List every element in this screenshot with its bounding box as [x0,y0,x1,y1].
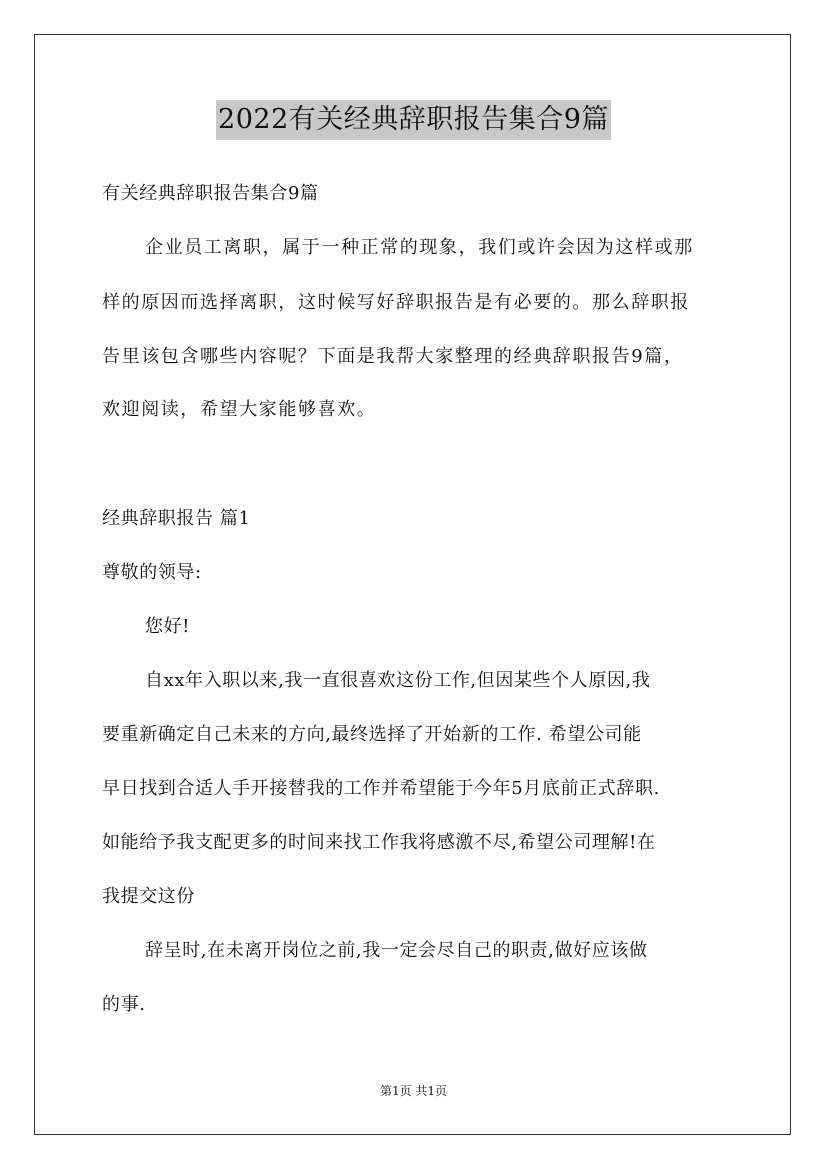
title-container [0,100,827,140]
body-line: 早日找到合适人手开接替我的工作并希望能于今年5月底前正式辞职. [102,778,660,799]
salutation: 尊敬的领导: [102,562,202,583]
section-heading: 经典辞职报告 篇1 [102,508,251,529]
greeting: 您好! [145,616,191,637]
closing-line: 的事. [102,994,146,1015]
body-line: 要重新确定自己未来的方向,最终选择了开始新的工作. 希望公司能 [102,724,642,745]
body-line: 我提交这份 [102,886,195,907]
body-line: 自xx年入职以来,我一直很喜欢这份工作,但因某些个人原因,我 [145,670,651,691]
intro-line: 企业员工离职，属于一种正常的现象，我们或许会因为这样或那 [145,237,694,258]
body-line: 如能给予我支配更多的时间来找工作我将感激不尽,希望公司理解!在 [102,832,656,853]
closing-line: 辞呈时,在未离开岗位之前,我一定会尽自己的职责,做好应该做 [145,940,648,961]
intro-line: 欢迎阅读，希望大家能够喜欢。 [102,399,377,420]
intro-line: 告里该包含哪些内容呢？下面是我帮大家整理的经典辞职报告9篇， [102,346,684,367]
document-title: 2022有关经典辞职报告集合9篇 [216,100,611,140]
document-subtitle: 有关经典辞职报告集合9篇 [102,183,319,204]
page-footer: 第1页 共1页 [379,1084,448,1098]
intro-line: 样的原因而选择离职，这时候写好辞职报告是有必要的。那么辞职报 [102,292,690,313]
